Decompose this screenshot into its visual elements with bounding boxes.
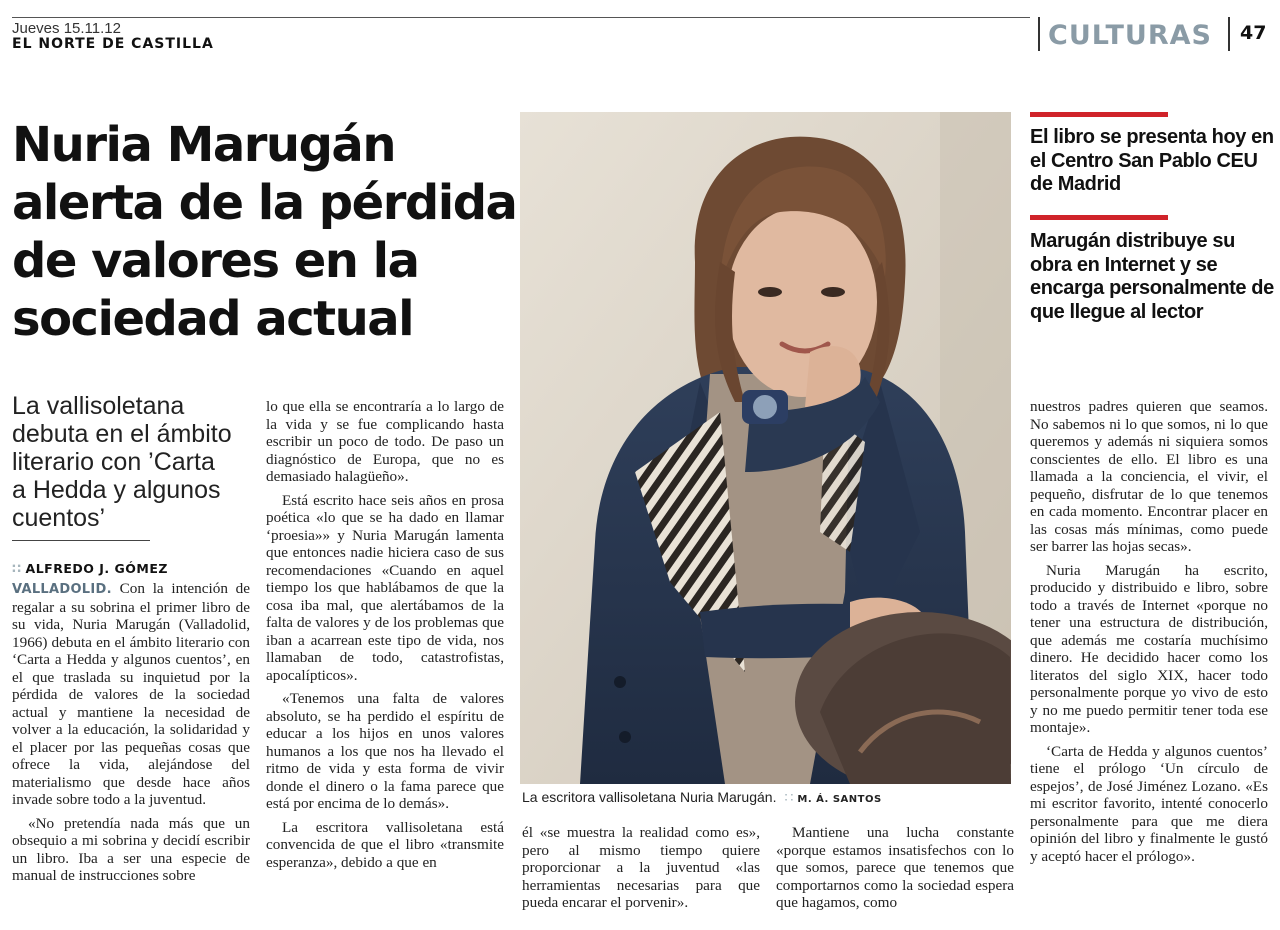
article-column-2: [266, 398, 504, 877]
photo-credit: M. Á. SANTOS: [797, 794, 882, 805]
edition-date: Jueves 15.11.12: [12, 20, 121, 37]
byline-dots-icon: ∷: [12, 562, 22, 577]
masthead-divider: [1038, 17, 1040, 51]
article-column-4: [776, 824, 1014, 918]
portrait-illustration: [520, 112, 1011, 784]
subhead-rule: [12, 540, 150, 541]
highlight-1: El libro se presenta hoy en el Centro San Pablo CEU de Madrid: [1030, 126, 1274, 195]
paragraph: nuestros padres quieren que seamos. No sabemos ni lo que somos, ni lo que queremos y además ni siquiera somos conscientes de ello. El libro es una llamada a la conciencia, el vivir, el pequeño, disfrutar de lo que tenemos en cada momento. Encontrar placer en las cosas más mínimas, como puede ser barrer las hojas secas».: [1030, 398, 1268, 555]
article-column-5: [1030, 398, 1268, 871]
article-column-3: [522, 824, 760, 918]
paragraph: [12, 580, 250, 809]
paragraph: «Tenemos una falta de valores absoluto, se ha perdido el espíritu de educar a los hijos en unos valores humanos a los que nos ha llevado el ritmo de vida y esta forma de vivir donde el dinero o la fama parece que está por encima de lo demás».: [266, 690, 504, 812]
headline-line: alerta de la pérdida: [12, 175, 517, 231]
article-subhead: [12, 392, 252, 532]
highlight-bar: [1030, 112, 1168, 117]
subhead-line: cuentos’: [12, 504, 106, 532]
headline-line: sociedad actual: [12, 291, 414, 347]
highlight-bar: [1030, 215, 1168, 220]
photo-caption: [522, 789, 882, 806]
subhead-line: literario con ’Carta: [12, 448, 215, 476]
article-headline: [12, 116, 522, 348]
newspaper-name: EL NORTE DE CASTILLA: [12, 36, 214, 52]
headline-line: de valores en la: [12, 233, 419, 289]
paragraph-text: Con la intención de regalar a su sobrina el primer libro de su vida, Nuria Marugán (Valladolid, 1966) debuta en el ámbito literario con ‘Carta a Hedda y algunos cuentos’, en el que traslada su inquietud por la pérdida de valores de la sociedad actual y mantiene la necesidad de volver a la educación, la solidaridad y el placer por las pequeñas cosas que ofrece la vida, alejándose del materialismo que desde hace años invade sobre todo a la juventud.: [12, 580, 250, 808]
paragraph: Mantiene una lucha constante «porque estamos insatisfechos con lo que somos, parece que tenemos que comportarnos como la sociedad espera que hagamos, como: [776, 824, 1014, 911]
author-photo: [520, 112, 1011, 784]
masthead-rule: [12, 17, 1030, 18]
headline-line: Nuria Marugán: [12, 117, 395, 173]
dateline-city: VALLADOLID.: [12, 582, 112, 597]
page-number: 47: [1240, 22, 1267, 44]
paragraph: ‘Carta de Hedda y algunos cuentos’ tiene el prólogo ‘Un círculo de espejos’, de José Jiménez Lozano. «Es mi escritor favorito, intenté conocerlo personalmente para que me diera opinión del libro y finalmente le gustó y aceptó hacer el prólogo».: [1030, 742, 1268, 865]
byline: [12, 561, 168, 577]
highlight-2: Marugán distribuye su obra en Internet y se encarga personalmente de que llegue al lector: [1030, 230, 1274, 323]
masthead-divider: [1228, 17, 1230, 51]
subhead-line: a Hedda y algunos: [12, 476, 221, 504]
subhead-line: debuta en el ámbito: [12, 420, 232, 448]
paragraph: Está escrito hace seis años en prosa poética «lo que se ha dado en llamar ‘proesia»» y Nuria Marugán lamenta que entonces nadie hiciera caso de sus recomendaciones «Cuando en aquel tiempo los que hablábamos de que la cosa iba mal, que alertábamos de la falta de valores y de los problemas que iban a acarrean este tipo de vida, nos llamaban de todo, catastrofistas, apocalípticos».: [266, 491, 504, 684]
byline-author: ALFREDO J. GÓMEZ: [25, 561, 168, 576]
paragraph: lo que ella se encontraría a lo largo de la vida y se fue complicando hasta escribir un poco de todo. De paso un diagnóstico de Europa, que no es demasiado halagüeño».: [266, 398, 504, 485]
paragraph: Nuria Marugán ha escrito, producido y distribuido e libro, sobre todo a través de Internet «porque no tener una estructura de distribución, que además me costaría muchísimo dinero. He decidido hacer como los literatos del siglo XIX, hacer todo personalmente porque yo vivo de esto y no me puedo permitir tener toda ese montaje».: [1030, 561, 1268, 736]
paragraph: La escritora vallisoletana está convencida de que el libro «transmite esperanza», debido a que en: [266, 818, 504, 871]
caption-text: La escritora vallisoletana Nuria Marugán.: [522, 789, 777, 805]
article-column-1: [12, 580, 250, 891]
section-name: CULTURAS: [1048, 20, 1212, 51]
subhead-line: La vallisoletana: [12, 392, 185, 420]
paragraph: él «se muestra la realidad como es», pero al mismo tiempo quiere proporcionar a la juventud «las herramientas necesarias para que pueda encarar el porvenir».: [522, 824, 760, 911]
paragraph: «No pretendía nada más que un obsequio a mi sobrina y decidí escribir un libro. Iba a ser una especie de manual de instrucciones sobre: [12, 814, 250, 884]
caption-dots-icon: ∷: [784, 789, 794, 805]
